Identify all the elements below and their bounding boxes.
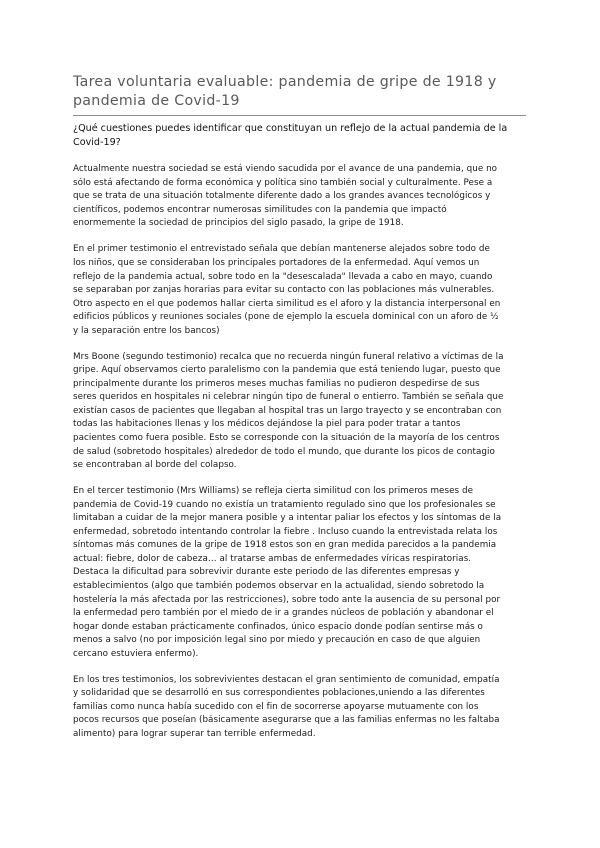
text-line: reflejo de la pandemia actual, sobre todo en la "desescalada" llevada a cabo en mayo, cuando [73,271,493,282]
question-line: ¿Qué cuestiones puedes identificar que constituyan un reflejo de la actual pandemia de la [73,123,508,134]
title-line: Tarea voluntaria evaluable: pandemia de gripe de 1918 y [73,74,497,90]
text-line: pacientes como fuera posible. Esto se corresponde con la situación de la mayoría de los centros [73,433,500,444]
text-line: la enfermedad pero también por el miedo de ir a grandes núcleos de población y abandonar el [73,608,494,619]
document-body [73,122,528,754]
text-line: cercano estuviera enfermo). [73,648,199,659]
text-line: pandemia de Covid-19 cuando no existía un tratamiento regulado sino que los profesionales se [73,499,496,510]
text-line: principalmente durante los primeros meses muchas familias no pudieron despedirse de sus [73,378,480,389]
text-line: los niños, que se consideraban los principales portadores de la enfermedad. Aquí vemos un [73,257,480,268]
text-line: gripe. Aquí observamos cierto paralelismo con la pandemia que está teniendo lugar, puesto que [73,365,501,376]
text-line: Destaca la dificultad para sobrevivir durante este periodo de las diferentes empresas y [73,567,460,578]
paragraph-third-testimony [73,485,528,661]
text-line: científicos, podemos encontrar numerosas similitudes con la pandemia que impactó [73,204,447,215]
text-line: se separaban por zanjas horarias para evitar su contacto con las poblaciones más vulnerables. [73,285,495,296]
question-line: Covid-19? [73,136,121,148]
paragraph-conclusion [73,674,528,742]
title-block [73,73,526,116]
text-line: Mrs Boone (segundo testimonio) recalca que no recuerda ningún funeral relativo a víctimas de la [73,351,504,362]
document-title [73,73,526,111]
text-line: seres queridos en hospitales ni celebrar ningún tipo de funeral o entierro. También se señala que [73,392,504,403]
text-line: En el tercer testimonio (Mrs Williams) se refleja cierta similitud con los primeros meses de [73,486,474,497]
text-line: hostelería la más afectada por las restricciones), sobre todo ante la ausencia de su personal por [73,594,501,605]
title-line: pandemia de Covid-19 [73,93,240,109]
text-line: limitaban a cuidar de la mejor manera posible y a intentar paliar los efectos y los síntomas de la [73,513,502,524]
text-line: enormemente la sociedad de principios del siglo pasado, la gripe de 1918. [73,218,404,229]
text-line: pocos recursos que poseían (básicamente asegurarse que a las familias enfermas no les faltaba [73,715,500,726]
text-line: y la separación entre los bancos) [73,325,220,336]
text-line: hogar donde estaban prácticamente confinados, único espacio donde podían sentirse más o [73,621,483,632]
text-line: de salud (sobretodo hospitales) alrededor de todo el mundo, que durante los picos de contagio [73,446,495,457]
paragraph-intro [73,163,528,231]
text-line: existían casos de pacientes que llegaban al hospital tras un largo trayecto y se encontraban con [73,405,502,416]
text-line: Otro aspecto en el que podemos hallar cierta similitud es el aforo y la distancia interpersonal en [73,298,501,309]
text-line: menos a salvo (no por imposición legal sino por miedo y precaución en caso de que alguien [73,635,481,646]
paragraph-second-testimony [73,351,528,473]
text-line: edificios públicos y reuniones sociales (pone de ejemplo la escuela dominical con un aforo de ½ [73,312,499,323]
text-line: actual: fiebre, dolor de cabeza… al tratarse ambas de enfermedades víricas respiratorias. [73,553,472,564]
question [73,122,528,149]
text-line: alimento) para lograr superar tan terrible enfermedad. [73,728,316,739]
text-line: y solidaridad que se desarrolló en sus correspondientes poblaciones,uniendo a las diferentes [73,688,485,699]
text-line: establecimientos (algo que también podemos observar en la actualidad, siendo sobretodo la [73,581,485,591]
text-line: que se trata de una situación totalmente diferente dado a los grandes avances tecnológicos y [73,191,491,202]
text-line: Actualmente nuestra sociedad se está viendo sacudida por el avance de una pandemia, que no [73,164,498,175]
text-line: enfermedad, sobretodo intentando controlar la fiebre . Incluso cuando la entrevistada relata los [73,526,498,537]
text-line: se encontraban al borde del colapso. [73,460,237,471]
text-line: En los tres testimonios, los sobrevivientes destacan el gran sentimiento de comunidad, empatía [73,674,500,685]
paragraph-first-testimony [73,243,528,338]
text-line: sólo está afectando de forma económica y política sino también social y culturalmente. Pese a [73,177,493,188]
text-line: En el primer testimonio el entrevistado señala que debían mantenerse alejados sobre todo de [73,244,490,255]
text-line: todas las habitaciones llenas y los médicos dejándose la piel para poder tratar a tantos [73,419,461,430]
text-line: síntomas más comunes de la gripe de 1918 estos son en gran medida parecidos a la pandemia [73,540,497,551]
text-line: familias como nunca había sucedido con el fin de socorrerse apoyarse mutuamente con los [73,701,479,712]
